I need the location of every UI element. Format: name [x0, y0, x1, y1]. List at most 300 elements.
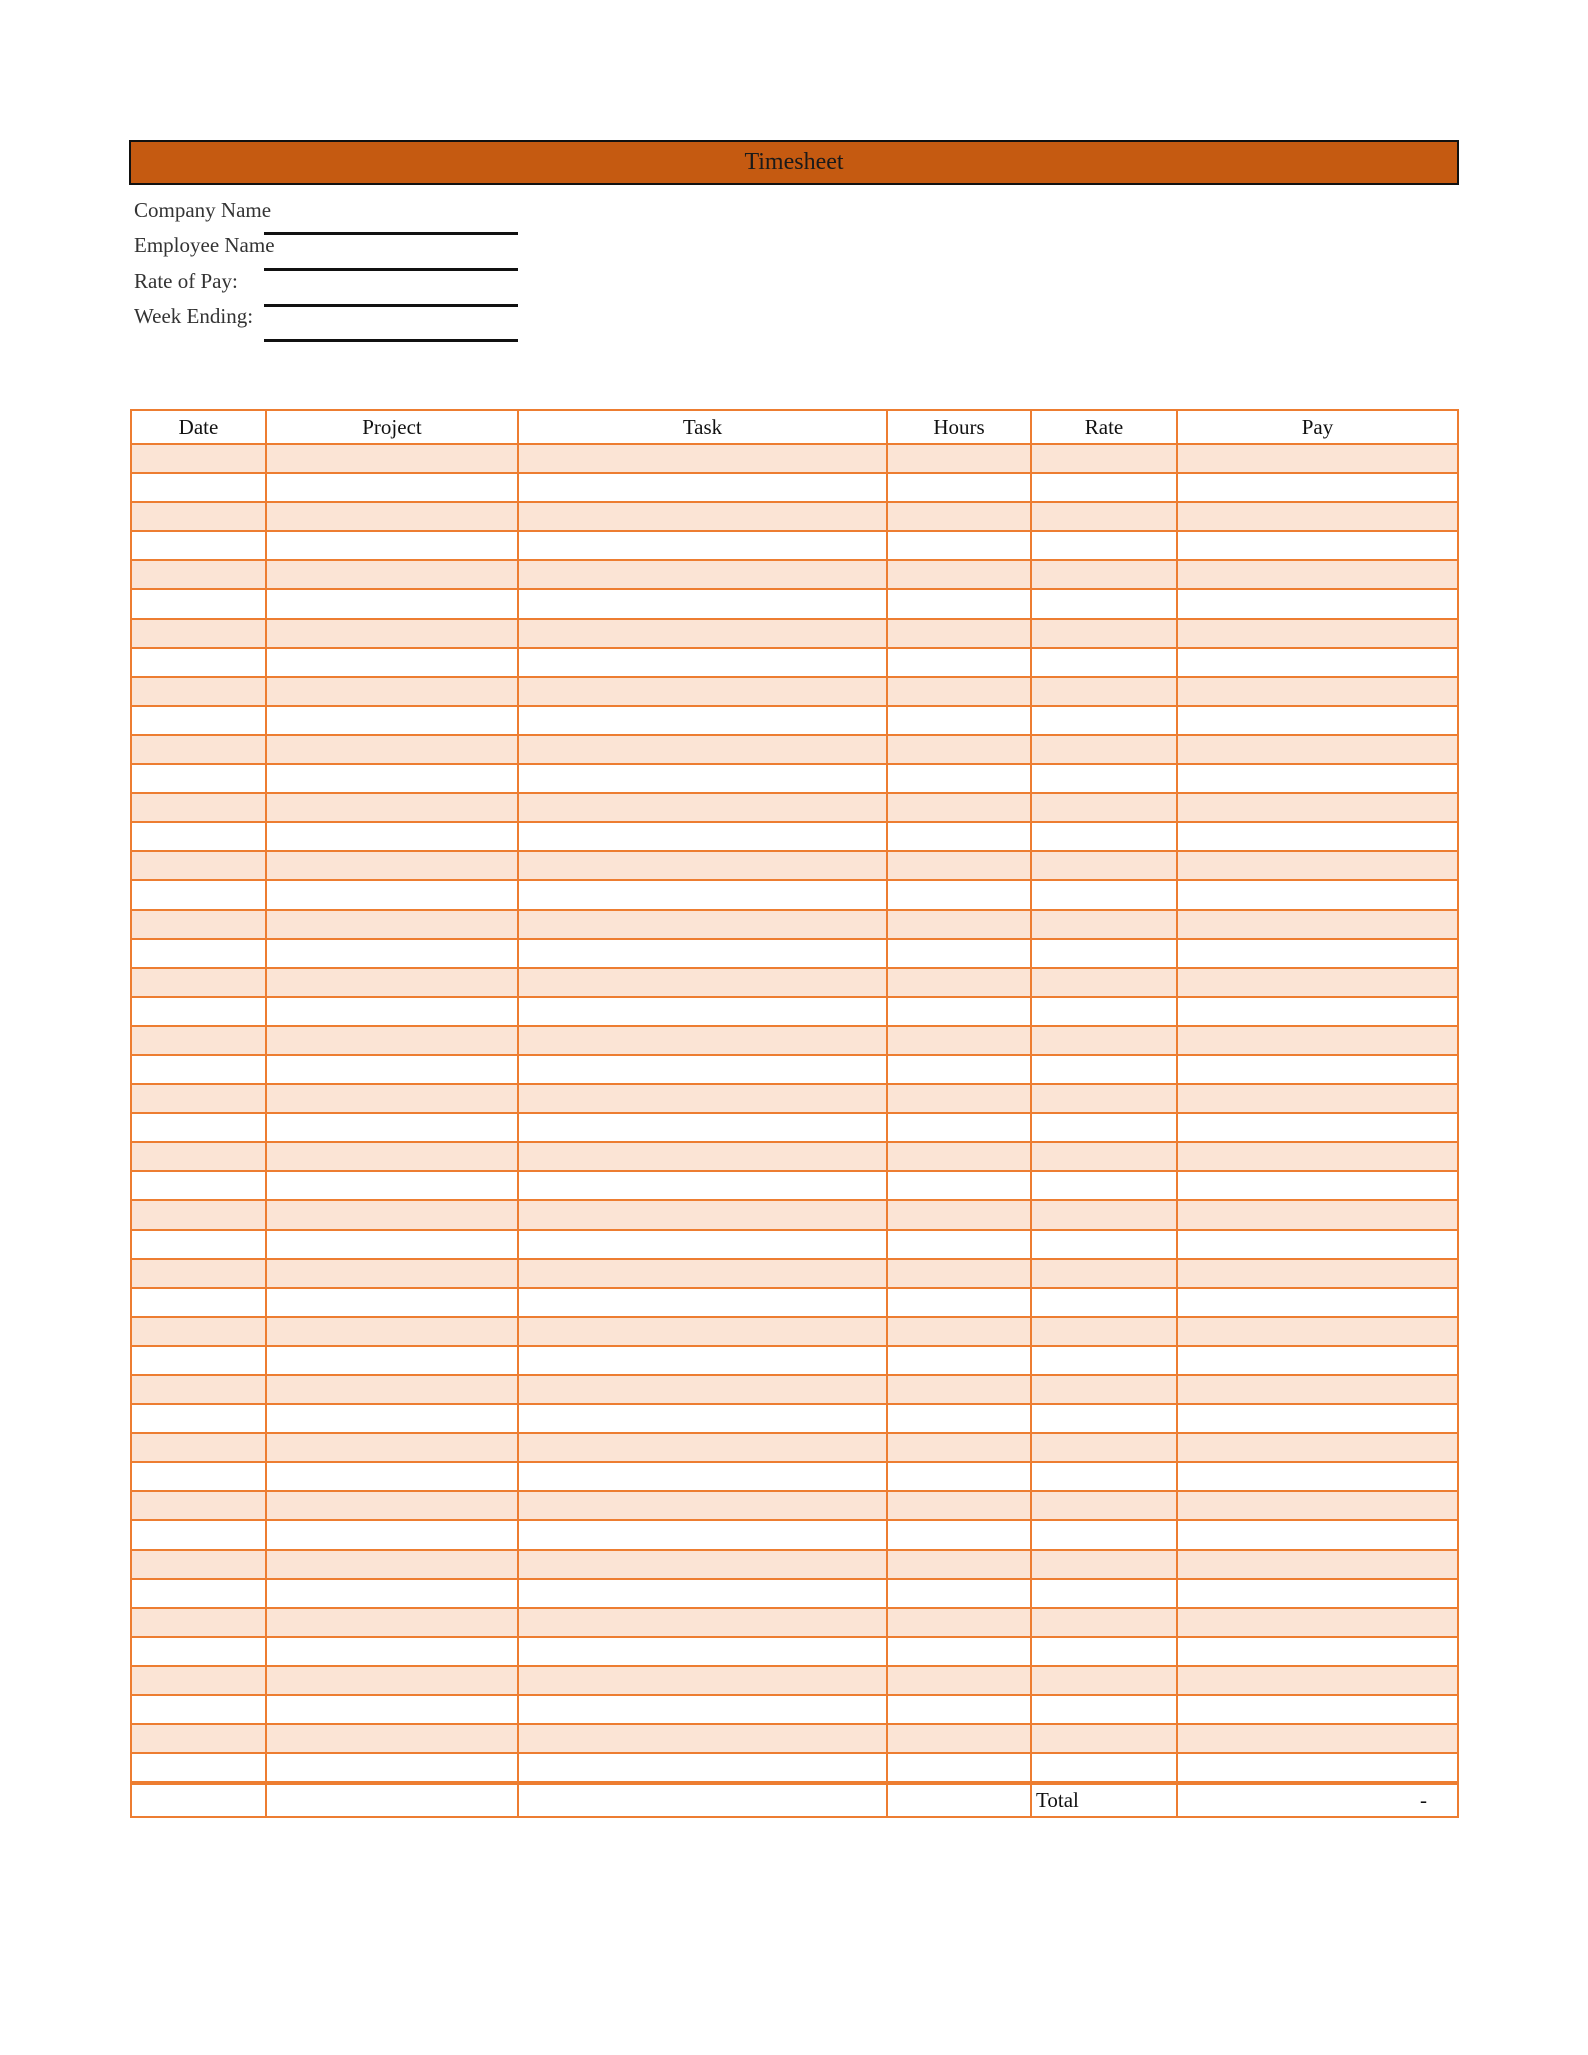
hours-cell[interactable] — [887, 1433, 1031, 1462]
date-cell[interactable] — [131, 1026, 266, 1055]
rate-cell[interactable] — [1031, 1404, 1177, 1433]
date-cell[interactable] — [131, 793, 266, 822]
project-cell[interactable] — [266, 1724, 518, 1753]
project-cell[interactable] — [266, 735, 518, 764]
task-cell[interactable] — [518, 648, 887, 677]
task-cell[interactable] — [518, 1317, 887, 1346]
rate-cell[interactable] — [1031, 677, 1177, 706]
hours-cell[interactable] — [887, 589, 1031, 618]
hours-cell[interactable] — [887, 968, 1031, 997]
hours-cell[interactable] — [887, 1026, 1031, 1055]
project-cell[interactable] — [266, 968, 518, 997]
pay-cell[interactable] — [1177, 677, 1458, 706]
hours-cell[interactable] — [887, 735, 1031, 764]
project-cell[interactable] — [266, 764, 518, 793]
project-cell[interactable] — [266, 1288, 518, 1317]
rate-cell[interactable] — [1031, 1462, 1177, 1491]
pay-cell[interactable] — [1177, 502, 1458, 531]
pay-cell[interactable] — [1177, 1230, 1458, 1259]
hours-cell[interactable] — [887, 910, 1031, 939]
date-cell[interactable] — [131, 1724, 266, 1753]
pay-cell[interactable] — [1177, 473, 1458, 502]
task-cell[interactable] — [518, 1666, 887, 1695]
table-row — [131, 531, 1458, 560]
date-cell[interactable] — [131, 1113, 266, 1142]
task-cell[interactable] — [518, 531, 887, 560]
task-cell[interactable] — [518, 1753, 887, 1783]
pay-cell[interactable] — [1177, 1171, 1458, 1200]
task-cell[interactable] — [518, 851, 887, 880]
date-cell[interactable] — [131, 589, 266, 618]
rate-cell[interactable] — [1031, 822, 1177, 851]
date-cell[interactable] — [131, 502, 266, 531]
rate-cell[interactable] — [1031, 997, 1177, 1026]
rate-cell[interactable] — [1031, 560, 1177, 589]
hours-cell[interactable] — [887, 502, 1031, 531]
task-cell[interactable] — [518, 1346, 887, 1375]
rate-cell[interactable] — [1031, 706, 1177, 735]
date-cell[interactable] — [131, 764, 266, 793]
task-cell[interactable] — [518, 793, 887, 822]
rate-cell[interactable] — [1031, 1491, 1177, 1520]
hours-cell[interactable] — [887, 1695, 1031, 1724]
hours-cell[interactable] — [887, 648, 1031, 677]
project-cell[interactable] — [266, 910, 518, 939]
pay-cell[interactable] — [1177, 793, 1458, 822]
table-row — [131, 1724, 1458, 1753]
hours-cell[interactable] — [887, 1579, 1031, 1608]
hours-cell[interactable] — [887, 822, 1031, 851]
company-name-label: Company Name — [134, 198, 272, 222]
date-cell[interactable] — [131, 1433, 266, 1462]
date-cell[interactable] — [131, 1491, 266, 1520]
project-cell[interactable] — [266, 473, 518, 502]
date-cell[interactable] — [131, 1520, 266, 1549]
task-cell[interactable] — [518, 997, 887, 1026]
company-name-field[interactable] — [264, 232, 518, 235]
hours-cell[interactable] — [887, 1259, 1031, 1288]
hours-cell[interactable] — [887, 851, 1031, 880]
hours-cell[interactable] — [887, 793, 1031, 822]
pay-cell[interactable] — [1177, 1695, 1458, 1724]
rate-cell[interactable] — [1031, 1695, 1177, 1724]
project-cell[interactable] — [266, 1608, 518, 1637]
hours-cell[interactable] — [887, 1171, 1031, 1200]
task-cell[interactable] — [518, 1579, 887, 1608]
rate-of-pay-field[interactable] — [264, 304, 518, 307]
project-cell[interactable] — [266, 1346, 518, 1375]
pay-cell[interactable] — [1177, 1433, 1458, 1462]
rate-cell[interactable] — [1031, 589, 1177, 618]
date-cell[interactable] — [131, 706, 266, 735]
table-row — [131, 1055, 1458, 1084]
date-cell[interactable] — [131, 1142, 266, 1171]
hours-cell[interactable] — [887, 1113, 1031, 1142]
table-row — [131, 1462, 1458, 1491]
project-cell[interactable] — [266, 560, 518, 589]
project-cell[interactable] — [266, 1695, 518, 1724]
project-cell[interactable] — [266, 1491, 518, 1520]
task-cell[interactable] — [518, 1200, 887, 1229]
col-date: Date — [131, 410, 266, 444]
project-cell[interactable] — [266, 1433, 518, 1462]
task-cell[interactable] — [518, 735, 887, 764]
project-cell[interactable] — [266, 531, 518, 560]
task-cell[interactable] — [518, 619, 887, 648]
pay-cell[interactable] — [1177, 1113, 1458, 1142]
rate-cell[interactable] — [1031, 1724, 1177, 1753]
hours-cell[interactable] — [887, 1637, 1031, 1666]
rate-cell[interactable] — [1031, 1346, 1177, 1375]
project-cell[interactable] — [266, 1666, 518, 1695]
pay-cell[interactable] — [1177, 910, 1458, 939]
project-cell[interactable] — [266, 822, 518, 851]
hours-cell[interactable] — [887, 531, 1031, 560]
rate-cell[interactable] — [1031, 1579, 1177, 1608]
date-cell[interactable] — [131, 619, 266, 648]
rate-cell[interactable] — [1031, 880, 1177, 909]
project-cell[interactable] — [266, 1404, 518, 1433]
pay-cell[interactable] — [1177, 851, 1458, 880]
project-cell[interactable] — [266, 1055, 518, 1084]
rate-cell[interactable] — [1031, 764, 1177, 793]
pay-cell[interactable] — [1177, 822, 1458, 851]
hours-cell[interactable] — [887, 1666, 1031, 1695]
project-cell[interactable] — [266, 1084, 518, 1113]
hours-cell[interactable] — [887, 1404, 1031, 1433]
date-cell[interactable] — [131, 1375, 266, 1404]
pay-cell[interactable] — [1177, 1026, 1458, 1055]
project-cell[interactable] — [266, 1113, 518, 1142]
date-cell[interactable] — [131, 1259, 266, 1288]
task-cell[interactable] — [518, 1026, 887, 1055]
table-row — [131, 764, 1458, 793]
pay-cell[interactable] — [1177, 1375, 1458, 1404]
rate-cell[interactable] — [1031, 1550, 1177, 1579]
rate-cell[interactable] — [1031, 735, 1177, 764]
hours-cell[interactable] — [887, 1055, 1031, 1084]
project-cell[interactable] — [266, 1637, 518, 1666]
table-row — [131, 1520, 1458, 1549]
pay-cell[interactable] — [1177, 1084, 1458, 1113]
date-cell[interactable] — [131, 648, 266, 677]
hours-cell[interactable] — [887, 1084, 1031, 1113]
date-cell[interactable] — [131, 560, 266, 589]
pay-cell[interactable] — [1177, 1753, 1458, 1783]
pay-cell[interactable] — [1177, 560, 1458, 589]
table-row — [131, 706, 1458, 735]
col-hours: Hours — [887, 410, 1031, 444]
task-cell[interactable] — [518, 560, 887, 589]
project-cell[interactable] — [266, 1550, 518, 1579]
date-cell[interactable] — [131, 939, 266, 968]
total-pay-value: - — [1177, 1783, 1458, 1817]
task-cell[interactable] — [518, 1491, 887, 1520]
task-cell[interactable] — [518, 1288, 887, 1317]
hours-cell[interactable] — [887, 619, 1031, 648]
date-cell[interactable] — [131, 735, 266, 764]
pay-cell[interactable] — [1177, 968, 1458, 997]
date-cell[interactable] — [131, 1055, 266, 1084]
date-cell[interactable] — [131, 1404, 266, 1433]
task-cell[interactable] — [518, 502, 887, 531]
hours-cell[interactable] — [887, 677, 1031, 706]
employee-name-field[interactable] — [264, 268, 518, 271]
pay-cell[interactable] — [1177, 1637, 1458, 1666]
task-cell[interactable] — [518, 1550, 887, 1579]
rate-cell[interactable] — [1031, 1753, 1177, 1783]
date-cell[interactable] — [131, 1317, 266, 1346]
date-cell[interactable] — [131, 968, 266, 997]
project-cell[interactable] — [266, 1026, 518, 1055]
task-cell[interactable] — [518, 1462, 887, 1491]
rate-cell[interactable] — [1031, 619, 1177, 648]
rate-cell[interactable] — [1031, 968, 1177, 997]
task-cell[interactable] — [518, 1724, 887, 1753]
task-cell[interactable] — [518, 1171, 887, 1200]
date-cell[interactable] — [131, 1346, 266, 1375]
project-cell[interactable] — [266, 1462, 518, 1491]
rate-cell[interactable] — [1031, 1200, 1177, 1229]
col-pay: Pay — [1177, 410, 1458, 444]
pay-cell[interactable] — [1177, 1200, 1458, 1229]
project-cell[interactable] — [266, 589, 518, 618]
hours-cell[interactable] — [887, 444, 1031, 473]
hours-cell[interactable] — [887, 1230, 1031, 1259]
table-row — [131, 997, 1458, 1026]
hours-cell[interactable] — [887, 764, 1031, 793]
table-row — [131, 939, 1458, 968]
date-cell[interactable] — [131, 822, 266, 851]
project-cell[interactable] — [266, 851, 518, 880]
hours-cell[interactable] — [887, 1753, 1031, 1783]
project-cell[interactable] — [266, 1200, 518, 1229]
hours-cell[interactable] — [887, 1724, 1031, 1753]
date-cell[interactable] — [131, 1666, 266, 1695]
task-cell[interactable] — [518, 1142, 887, 1171]
pay-cell[interactable] — [1177, 1404, 1458, 1433]
task-cell[interactable] — [518, 764, 887, 793]
project-cell[interactable] — [266, 1142, 518, 1171]
task-cell[interactable] — [518, 1084, 887, 1113]
rate-cell[interactable] — [1031, 648, 1177, 677]
task-cell[interactable] — [518, 1259, 887, 1288]
project-cell[interactable] — [266, 502, 518, 531]
table-row — [131, 677, 1458, 706]
date-cell[interactable] — [131, 1579, 266, 1608]
project-cell[interactable] — [266, 1753, 518, 1783]
project-cell[interactable] — [266, 648, 518, 677]
task-cell[interactable] — [518, 473, 887, 502]
hours-cell[interactable] — [887, 1491, 1031, 1520]
task-cell[interactable] — [518, 1113, 887, 1142]
project-cell[interactable] — [266, 1375, 518, 1404]
date-cell[interactable] — [131, 677, 266, 706]
hours-cell[interactable] — [887, 560, 1031, 589]
task-cell[interactable] — [518, 444, 887, 473]
task-cell[interactable] — [518, 880, 887, 909]
date-cell[interactable] — [131, 1550, 266, 1579]
rate-cell[interactable] — [1031, 1375, 1177, 1404]
project-cell[interactable] — [266, 1317, 518, 1346]
task-cell[interactable] — [518, 1404, 887, 1433]
hours-cell[interactable] — [887, 1462, 1031, 1491]
task-cell[interactable] — [518, 589, 887, 618]
pay-cell[interactable] — [1177, 1579, 1458, 1608]
project-cell[interactable] — [266, 706, 518, 735]
pay-cell[interactable] — [1177, 1724, 1458, 1753]
hours-cell[interactable] — [887, 1346, 1031, 1375]
hours-cell[interactable] — [887, 706, 1031, 735]
hours-cell[interactable] — [887, 997, 1031, 1026]
rate-cell[interactable] — [1031, 939, 1177, 968]
hours-cell[interactable] — [887, 1520, 1031, 1549]
pay-cell[interactable] — [1177, 1055, 1458, 1084]
pay-cell[interactable] — [1177, 764, 1458, 793]
table-row — [131, 1317, 1458, 1346]
project-cell[interactable] — [266, 619, 518, 648]
pay-cell[interactable] — [1177, 997, 1458, 1026]
project-cell[interactable] — [266, 444, 518, 473]
rate-cell[interactable] — [1031, 1288, 1177, 1317]
pay-cell[interactable] — [1177, 589, 1458, 618]
project-cell[interactable] — [266, 677, 518, 706]
hours-cell[interactable] — [887, 1375, 1031, 1404]
date-cell[interactable] — [131, 1084, 266, 1113]
date-cell[interactable] — [131, 880, 266, 909]
date-cell[interactable] — [131, 851, 266, 880]
rate-cell[interactable] — [1031, 1608, 1177, 1637]
date-cell[interactable] — [131, 444, 266, 473]
task-cell[interactable] — [518, 1433, 887, 1462]
project-cell[interactable] — [266, 1171, 518, 1200]
table-row — [131, 1666, 1458, 1695]
pay-cell[interactable] — [1177, 706, 1458, 735]
pay-cell[interactable] — [1177, 1666, 1458, 1695]
rate-cell[interactable] — [1031, 1520, 1177, 1549]
task-cell[interactable] — [518, 822, 887, 851]
week-ending-field[interactable] — [264, 339, 518, 342]
rate-of-pay-label: Rate of Pay: — [134, 269, 238, 293]
pay-cell[interactable] — [1177, 735, 1458, 764]
date-cell[interactable] — [131, 997, 266, 1026]
task-cell[interactable] — [518, 1608, 887, 1637]
pay-cell[interactable] — [1177, 1259, 1458, 1288]
date-cell[interactable] — [131, 1230, 266, 1259]
rate-cell[interactable] — [1031, 1055, 1177, 1084]
rate-cell[interactable] — [1031, 473, 1177, 502]
pay-cell[interactable] — [1177, 1462, 1458, 1491]
task-cell[interactable] — [518, 1637, 887, 1666]
pay-cell[interactable] — [1177, 444, 1458, 473]
pay-cell[interactable] — [1177, 1608, 1458, 1637]
project-cell[interactable] — [266, 1230, 518, 1259]
rate-cell[interactable] — [1031, 1317, 1177, 1346]
hours-cell[interactable] — [887, 1608, 1031, 1637]
pay-cell[interactable] — [1177, 1317, 1458, 1346]
project-cell[interactable] — [266, 880, 518, 909]
date-cell[interactable] — [131, 1637, 266, 1666]
hours-cell[interactable] — [887, 880, 1031, 909]
hours-cell[interactable] — [887, 1200, 1031, 1229]
project-cell[interactable] — [266, 793, 518, 822]
task-cell[interactable] — [518, 1230, 887, 1259]
rate-cell[interactable] — [1031, 851, 1177, 880]
rate-cell[interactable] — [1031, 1084, 1177, 1113]
date-cell[interactable] — [131, 1753, 266, 1783]
pay-cell[interactable] — [1177, 531, 1458, 560]
pay-cell[interactable] — [1177, 1491, 1458, 1520]
project-cell[interactable] — [266, 1259, 518, 1288]
pay-cell[interactable] — [1177, 939, 1458, 968]
rate-cell[interactable] — [1031, 502, 1177, 531]
date-cell[interactable] — [131, 531, 266, 560]
hours-cell[interactable] — [887, 939, 1031, 968]
project-cell[interactable] — [266, 1579, 518, 1608]
task-cell[interactable] — [518, 1375, 887, 1404]
task-cell[interactable] — [518, 1695, 887, 1724]
rate-cell[interactable] — [1031, 793, 1177, 822]
date-cell[interactable] — [131, 1171, 266, 1200]
pay-cell[interactable] — [1177, 648, 1458, 677]
rate-cell[interactable] — [1031, 1230, 1177, 1259]
task-cell[interactable] — [518, 1520, 887, 1549]
date-cell[interactable] — [131, 473, 266, 502]
rate-cell[interactable] — [1031, 910, 1177, 939]
rate-cell[interactable] — [1031, 1113, 1177, 1142]
rate-cell[interactable] — [1031, 1171, 1177, 1200]
rate-cell[interactable] — [1031, 1259, 1177, 1288]
date-cell[interactable] — [131, 1608, 266, 1637]
date-cell[interactable] — [131, 910, 266, 939]
hours-cell[interactable] — [887, 1288, 1031, 1317]
task-cell[interactable] — [518, 939, 887, 968]
project-cell[interactable] — [266, 939, 518, 968]
project-cell[interactable] — [266, 997, 518, 1026]
hours-cell[interactable] — [887, 1142, 1031, 1171]
date-cell[interactable] — [131, 1695, 266, 1724]
date-cell[interactable] — [131, 1462, 266, 1491]
pay-cell[interactable] — [1177, 619, 1458, 648]
rate-cell[interactable] — [1031, 1666, 1177, 1695]
hours-cell[interactable] — [887, 473, 1031, 502]
pay-cell[interactable] — [1177, 1288, 1458, 1317]
pay-cell[interactable] — [1177, 1550, 1458, 1579]
hours-cell[interactable] — [887, 1317, 1031, 1346]
pay-cell[interactable] — [1177, 1520, 1458, 1549]
rate-cell[interactable] — [1031, 1026, 1177, 1055]
task-cell[interactable] — [518, 677, 887, 706]
rate-cell[interactable] — [1031, 1142, 1177, 1171]
pay-cell[interactable] — [1177, 880, 1458, 909]
pay-cell[interactable] — [1177, 1346, 1458, 1375]
task-cell[interactable] — [518, 910, 887, 939]
task-cell[interactable] — [518, 968, 887, 997]
pay-cell[interactable] — [1177, 1142, 1458, 1171]
date-cell[interactable] — [131, 1200, 266, 1229]
task-cell[interactable] — [518, 706, 887, 735]
rate-cell[interactable] — [1031, 444, 1177, 473]
project-cell[interactable] — [266, 1520, 518, 1549]
rate-cell[interactable] — [1031, 531, 1177, 560]
rate-cell[interactable] — [1031, 1637, 1177, 1666]
table-row — [131, 619, 1458, 648]
hours-cell[interactable] — [887, 1550, 1031, 1579]
date-cell[interactable] — [131, 1288, 266, 1317]
task-cell[interactable] — [518, 1055, 887, 1084]
rate-cell[interactable] — [1031, 1433, 1177, 1462]
table-row — [131, 822, 1458, 851]
